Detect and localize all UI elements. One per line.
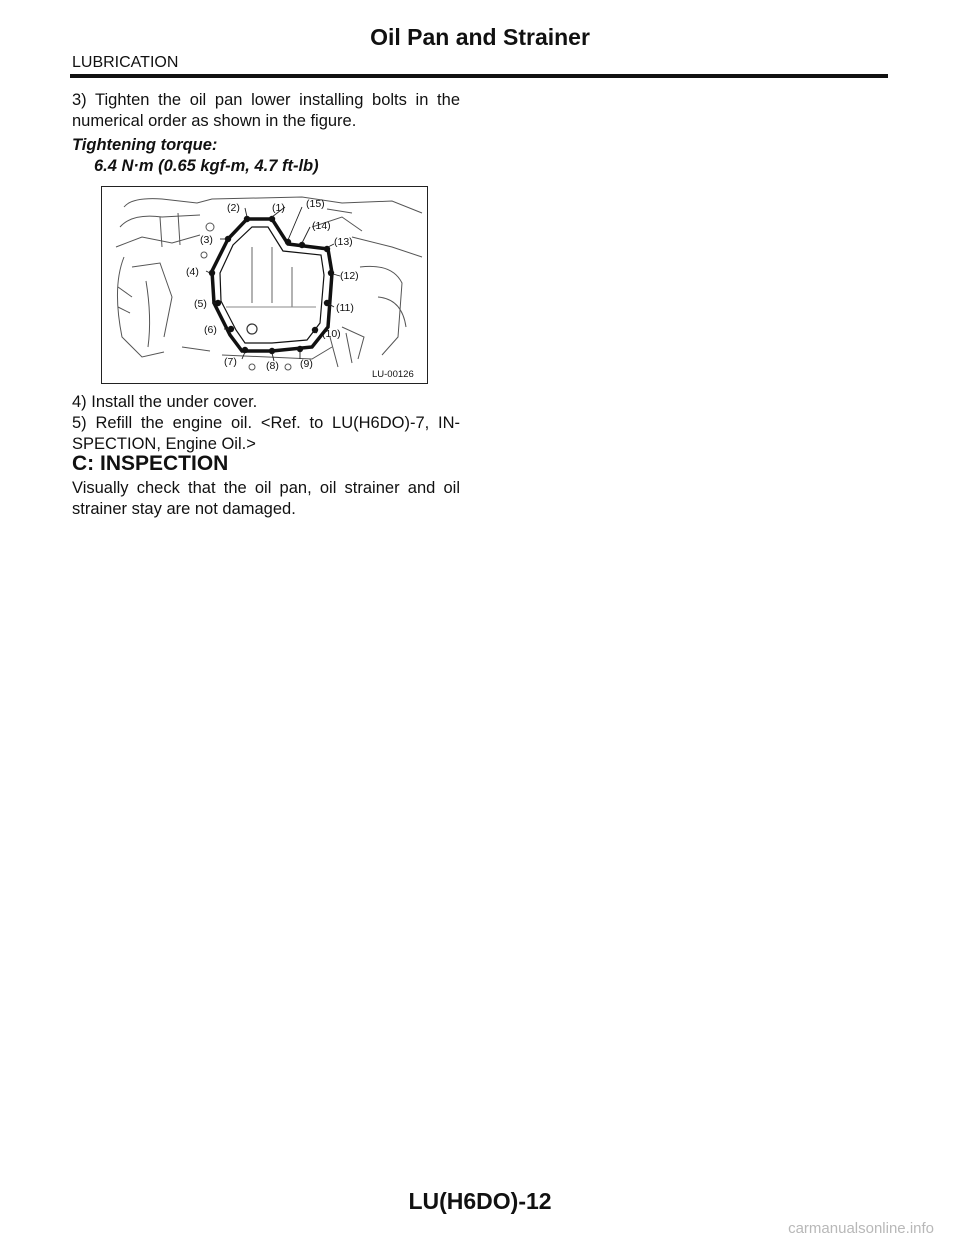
torque-label: Tightening torque: xyxy=(72,136,218,154)
callout-13: (13) xyxy=(334,236,353,248)
inspection-heading: C: INSPECTION xyxy=(72,452,229,475)
watermark: carmanualsonline.info xyxy=(788,1220,934,1237)
callout-14: (14) xyxy=(312,220,331,232)
page-number: LU(H6DO)-12 xyxy=(408,1188,552,1214)
figure-code: LU-00126 xyxy=(372,369,414,380)
callout-8: (8) xyxy=(266,360,279,372)
inspection-text: Visually check that the oil pan, oil strainer and oil strainer stay are not damaged. xyxy=(72,479,460,518)
section-label: LUBRICATION xyxy=(72,54,179,71)
page-title: Oil Pan and Strainer xyxy=(370,24,590,50)
torque-value: 6.4 N·m (0.65 kgf-m, 4.7 ft-lb) xyxy=(94,157,319,175)
callout-9: (9) xyxy=(300,358,313,370)
callout-11: (11) xyxy=(336,302,354,314)
step-5-text: 5) Refill the engine oil. <Ref. to LU(H6DO)-7, IN-SPECTION, Engine Oil.> xyxy=(72,414,460,453)
callout-1: (1) xyxy=(272,202,285,214)
callout-6: (6) xyxy=(204,324,217,336)
callout-10: (10) xyxy=(322,328,341,340)
callout-4: (4) xyxy=(186,266,199,278)
engine-sketch xyxy=(116,197,422,370)
oil-pan-bolt-order-figure xyxy=(101,186,428,384)
callout-3: (3) xyxy=(200,234,213,246)
step-3-text: 3) Tighten the oil pan lower installing bolts in the numerical order as shown in the figure. xyxy=(72,91,460,130)
step-4-text: 4) Install the under cover. xyxy=(72,393,258,411)
callout-5: (5) xyxy=(194,298,207,310)
callout-2: (2) xyxy=(227,202,240,214)
callout-7: (7) xyxy=(224,356,237,368)
callout-15: (15) xyxy=(306,198,325,210)
callout-12: (12) xyxy=(340,270,359,282)
header-rule xyxy=(70,74,888,78)
